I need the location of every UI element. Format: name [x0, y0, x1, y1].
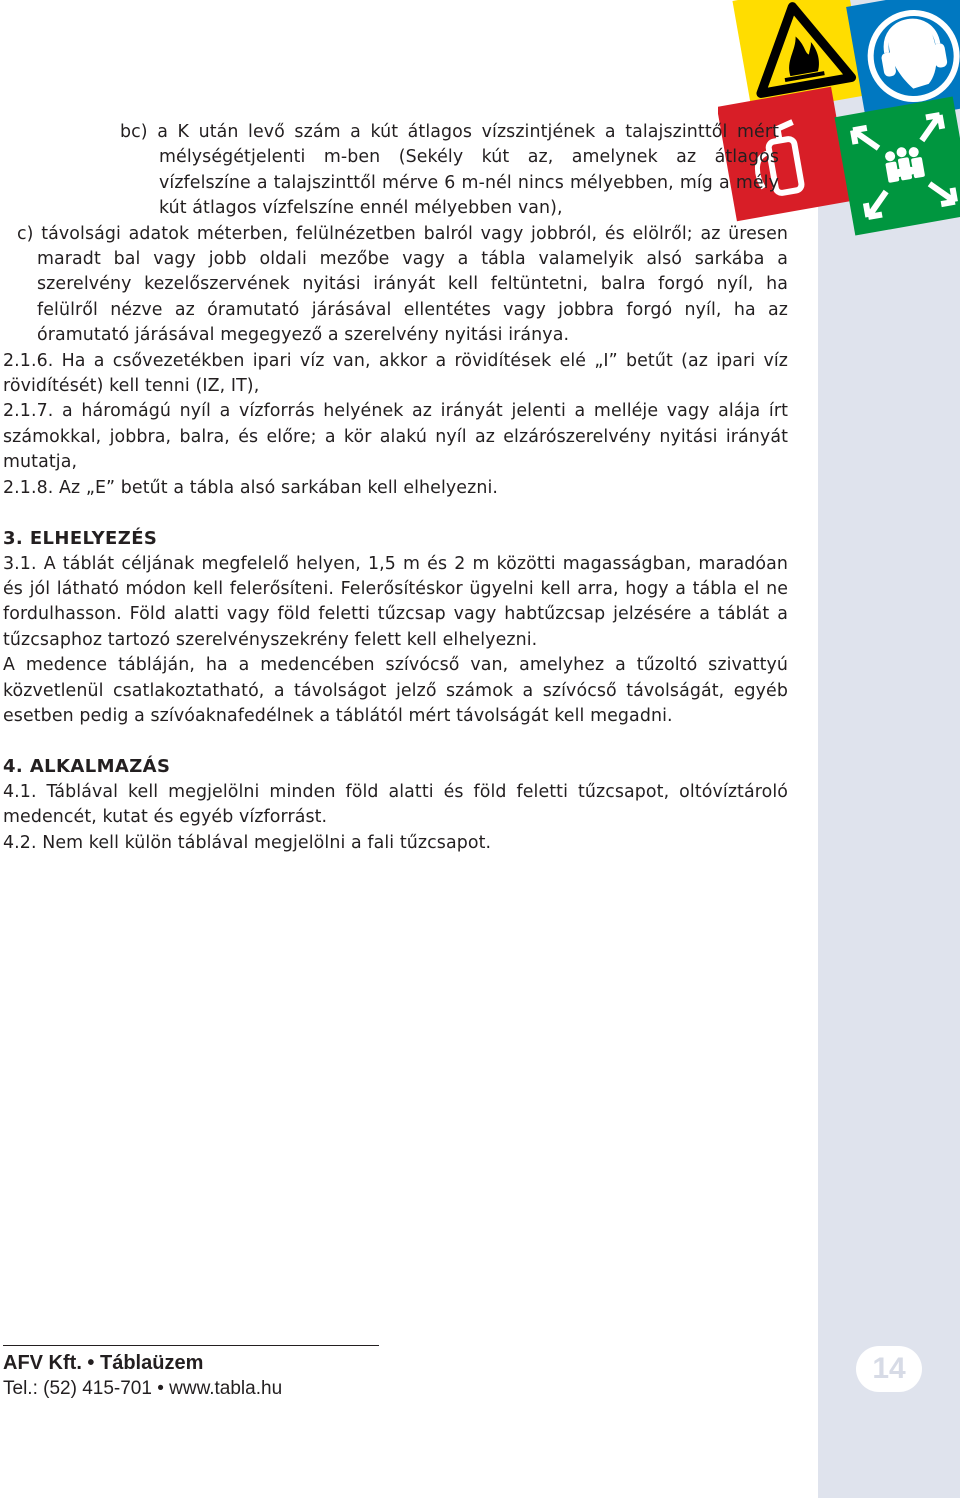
section-4-heading: 4. ALKALMAZÁS — [3, 756, 171, 778]
paragraph-3-1: 3.1. A táblát céljának megfelelő helyen, 1,5 m és 2 m közötti magasságban, maradóan és jól látható módon kell felerősíteni. Felerősítéskor ügyelni kell arra, hogy a tábla el ne fordulhasson. Föld alatti vagy föld feletti tűzcsap vagy habtűzcsap jelzésére a táblát a tűzcsaphoz tartozó szerelvényszekrény felett kell elhelyezni. — [3, 553, 788, 650]
paragraph-2-1-8: 2.1.8. Az „E” betűt a tábla alsó sarkában kell elhelyezni. — [3, 477, 499, 498]
footer-company: AFV Kft. • Táblaüzem — [3, 1352, 204, 1374]
paragraph-4-1: 4.1. Táblával kell megjelölni minden föld alatti és föld feletti tűzcsapot, oltóvíztároló medencét, kutat és egyéb vízforrást. — [3, 781, 788, 828]
paragraph-c: c) távolsági adatok méterben, felülnézetben balról vagy jobbról, és elölről; az üresen maradt bal vagy jobb oldali mezőbe vagy a tábla valamelyik alsó sarkába a szerelvény kezelőszervének nyitási irányát kell feltüntetni, balra forgó nyíl, ha felülről nézve az óramutató járásával ellentétes vagy jobbra forgó nyíl, ha az óramutató járásával megegyező a szerelvény nyitási iránya. — [17, 223, 788, 346]
footer-divider — [3, 1345, 379, 1346]
paragraph-2-1-7: 2.1.7. a háromágú nyíl a vízforrás helyének az irányát jelenti a melléje vagy alája írt számokkal, jobbra, balra, és előre; a kör alakú nyíl az elzárószerelvény nyitási irányát mutatja, — [3, 401, 788, 473]
page-number: 14 — [856, 1346, 922, 1392]
paragraph-3-2: A medence tábláján, ha a medencében szívócső van, amelyhez a tűzoltó szivattyú közvetlenül csatlakoztatható, a távolságot jelző számok a szívócső távolságát, egyéb esetben pedig a szívóaknafedélnek a táblától mért távolságát kell megadni. — [3, 655, 788, 726]
document-body — [3, 120, 788, 856]
paragraph-bc: bc) a K után levő szám a kút átlagos vízszintjének a talajszinttől mért mélységétjelenti m-ben (Sekély kút az, amelynek az átlagos vízfelszíne a talajszinttől mérve 6 m-nél nincs mélyebben, míg a mély kút átlagos vízfelszíne ennél mélyebben van), — [120, 122, 779, 219]
paragraph-2-1-6: 2.1.6. Ha a csővezetékben ipari víz van, akkor a rövidítések elé „I” betűt (az ipari víz rövidítését) kell tenni (IZ, IT), — [3, 350, 788, 397]
footer-contact: Tel.: (52) 415-701 • www.tabla.hu — [3, 1378, 283, 1399]
paragraph-4-2: 4.2. Nem kell külön táblával megjelölni a fali tűzcsapot. — [3, 832, 492, 853]
section-3-heading: 3. ELHELYEZÉS — [3, 528, 158, 550]
assembly-point-icon — [834, 96, 960, 235]
